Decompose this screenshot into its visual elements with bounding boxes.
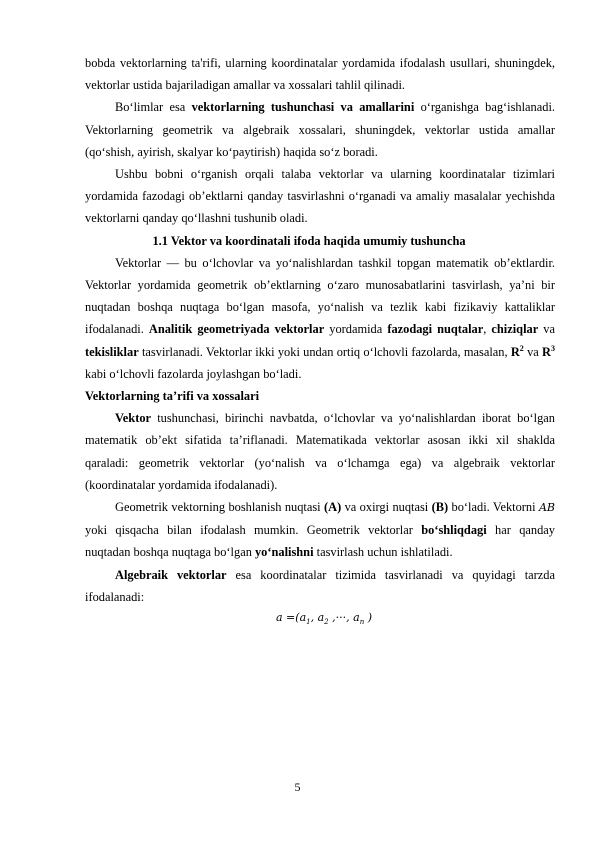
paragraph-vectors-definition: Vektorlar — bu o‘lchovlar va yo‘nalishlardan tashkil topgan matematik ob’ektlardir. Vektorlar yordamida geometrik ob’ektlarning o‘zaro munosabatlarini tasvirlash, ya’ni bir nuqtadan boshqa nuqtaga bo‘lgan masofa, yo‘nalish va tezlik kabi fizikaviy kattaliklar ifodalanadi. Analitik geometriyada vektorlar yordamida fazodagi nuqtalar, chiziqlar va tekisliklar tasvirlanadi. Vektorlar ikki yoki undan ortiq o‘lchovli fazolarda, masalan, $R^2$ va $R^3$ kabi o‘lchovli fazolarda joylashgan bo‘ladi. [85, 255, 555, 381]
paragraph-geometric-vector: Geometrik vektorning boshlanish nuqtasi (A) va oxirgi nuqtasi (B) bo‘ladi. Vektorni AB yoki qisqacha bilan ifodalash mumkin. Geometrik vektorlar bo‘shliqdagi har qanday nuqtadan boshqa nuqtaga bo‘lgan yo‘nalishni tasvirlash uchun ishlatiladi. [85, 500, 555, 560]
paragraph-goal: Ushbu bobni o‘rganish orqali talaba vektorlar va ularning koordinatalar tizimlari yordamida fazodagi ob’ektlarni qanday tasvirlashni o‘rganadi va amaliy masalalar yechishda vektorlarni qanday qo‘llashni tushunib oladi. [85, 167, 555, 226]
page-number: 5 [294, 780, 301, 794]
subheading: Vektorlarning ta’rifi va xossalari [85, 389, 260, 404]
ab-vector-notation: AB [538, 501, 555, 515]
paragraph-algebraic-vector: Algebraik vektorlar esa koordinatalar tizimida tasvirlanadi va quyidagi tarzda ifodalanadi: [85, 567, 555, 604]
bold-phrase: vektorlarning tushunchasi va amallarini [191, 100, 415, 115]
paragraph-sections: Bo‘limlar esa vektorlarning tushunchasi va amallarini o‘rganishga bag‘ishlanadi. Vektorlarning geometrik va algebraik xossalari, shuningdek, vektorlar ustida amallar (qo‘shish, ayirish, skalyar ko‘paytirish) haqida so‘z boradi. [85, 100, 555, 159]
vector-formula: $a =(a_1$, $a_2$ ,···, $a_n$ ) [276, 611, 372, 627]
r3-symbol: $R^3$ [542, 343, 555, 359]
section-title: 1.1 Vektor va koordinatali ifoda haqida umumiy tushuncha [152, 233, 466, 248]
paragraph-intro: bobda vektorlarning ta'rifi, ularning koordinatalar yordamida ifodalash usullari, shuningdek, vektorlar ustida bajariladigan amallar va xossalari tahlil qilinadi. [85, 56, 555, 93]
r2-symbol: $R^2$ [510, 343, 524, 359]
paragraph-vector-concept: Vektor tushunchasi, birinchi navbatda, o‘lchovlar va yo‘nalishlardan iborat bo‘lgan matematik ob’ekt sifatida ta’riflanadi. Matematikada vektorlar asosan ikki xil shaklda qaraladi: geometrik vektorlar (yo‘nalish va o‘lchamga ega) va algebraik vektorlar (koordinatalar yordamida ifodalanadi). [85, 411, 555, 492]
document-page [85, 52, 555, 631]
